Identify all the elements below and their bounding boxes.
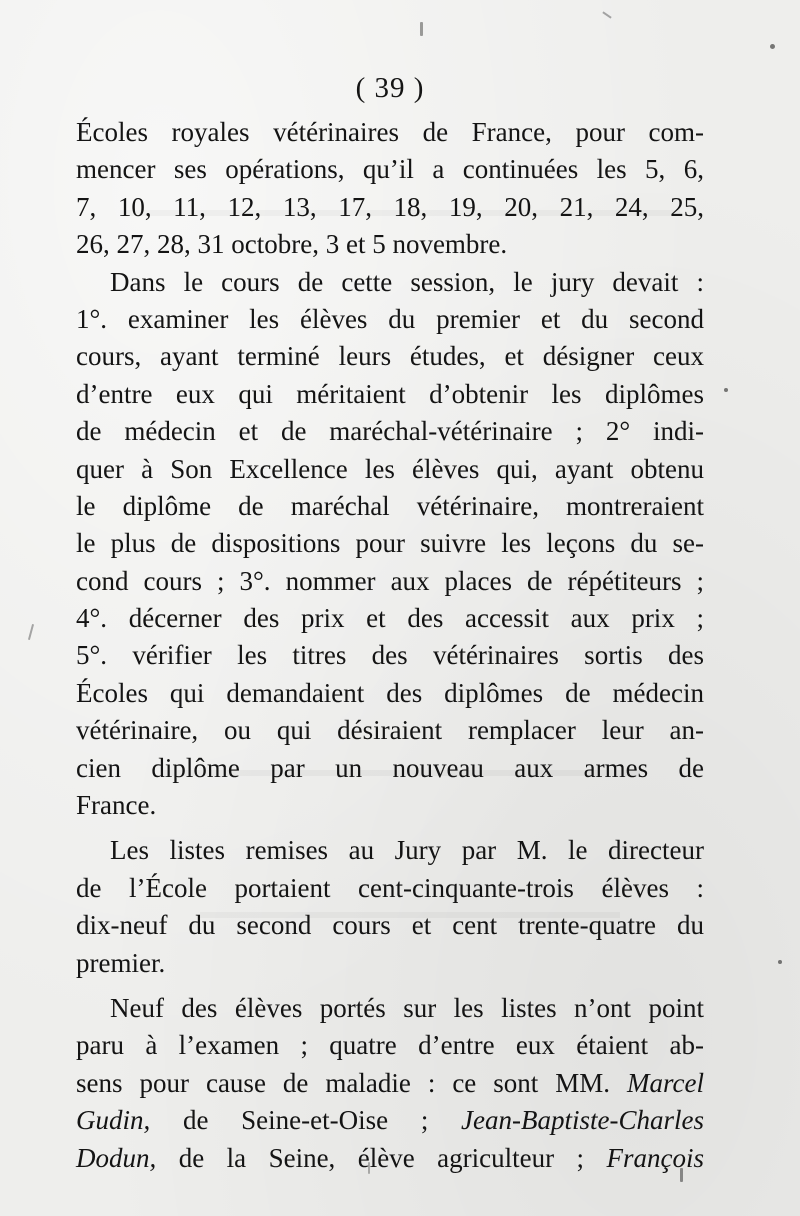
paragraph: [76, 832, 704, 982]
paper-mark: [420, 22, 423, 36]
text-segment: de Seine-et-Oise ;: [150, 1105, 462, 1136]
italic-name: François: [606, 1142, 704, 1173]
text-line: de l’École portaient cent-cinquante-trois élèves :: [76, 872, 704, 903]
text-line: 1°. examiner les élèves du premier et du second: [76, 303, 704, 334]
paper-mark: [602, 11, 611, 18]
text-line: France.: [76, 790, 157, 821]
paper-speck: [770, 44, 775, 49]
text-line: [76, 1102, 704, 1139]
paragraph: [76, 114, 704, 264]
body-text: [76, 114, 704, 1177]
text-line: le diplôme de maréchal vétérinaire, montreraient: [76, 490, 704, 521]
text-line: quer à Son Excellence les élèves qui, ayant obtenu: [76, 453, 704, 484]
text-line: [76, 1140, 704, 1177]
text-line: de médecin et de maréchal-vétérinaire ; 2° indi-: [76, 416, 704, 447]
text-line: Neuf des élèves portés sur les listes n’ont point: [110, 992, 704, 1023]
text-line: dix-neuf du second cours et cent trente-quatre du: [76, 910, 704, 941]
text-line: [76, 1065, 704, 1102]
text-line: 4°. décerner des prix et des accessit aux prix ;: [76, 603, 704, 634]
page-number: ( 39 ): [355, 72, 425, 104]
text-segment: sens pour cause de maladie : ce sont MM.: [76, 1067, 628, 1098]
paper-speck: [724, 388, 728, 392]
text-line: mencer ses opérations, qu’il a continuées les 5, 6,: [76, 154, 704, 185]
text-line: d’entre eux qui méritaient d’obtenir les diplômes: [76, 378, 704, 409]
italic-name: Marcel: [627, 1067, 704, 1098]
text-line: 26, 27, 28, 31 octobre, 3 et 5 novembre.: [76, 229, 508, 260]
text-line: 5°. vérifier les titres des vétérinaires sortis des: [76, 640, 704, 671]
paper-speck: [778, 960, 782, 964]
text-line: 7, 10, 11, 12, 13, 17, 18, 19, 20, 21, 24, 25,: [76, 191, 704, 222]
italic-name: Dodun,: [76, 1142, 157, 1173]
text-line: Dans le cours de cette session, le jury devait :: [110, 266, 704, 297]
italic-name: Jean-Baptiste-Charles: [461, 1105, 704, 1136]
text-line: paru à l’examen ; quatre d’entre eux étaient ab-: [76, 1030, 704, 1061]
text-line: vétérinaire, ou qui désiraient remplacer leur an-: [76, 715, 704, 746]
paragraph: [76, 264, 704, 825]
text-line: cours, ayant terminé leurs études, et désigner ceux: [76, 341, 704, 372]
text-line: Écoles qui demandaient des diplômes de médecin: [76, 677, 704, 708]
text-line: cien diplôme par un nouveau aux armes de: [76, 752, 704, 783]
text-line: Les listes remises au Jury par M. le directeur: [110, 835, 704, 866]
text-line: le plus de dispositions pour suivre les leçons du se-: [76, 528, 704, 559]
paragraph: [76, 990, 704, 1177]
text-line: Écoles royales vétérinaires de France, pour com-: [76, 117, 704, 147]
paper-mark: [28, 624, 34, 640]
text-segment: de la Seine, élève agriculteur ;: [156, 1142, 607, 1173]
text-line: premier.: [76, 947, 166, 978]
italic-name: Gudin,: [76, 1105, 151, 1136]
text-line: cond cours ; 3°. nommer aux places de répétiteurs ;: [76, 565, 704, 596]
